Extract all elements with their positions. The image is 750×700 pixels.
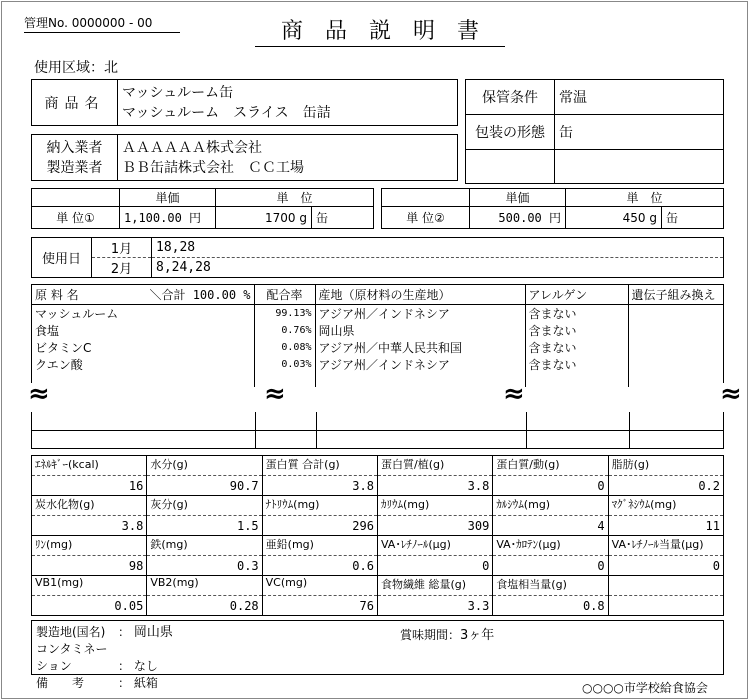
unit1-label: 単 位① (32, 207, 120, 229)
ratio-header: 配合率 (254, 285, 315, 304)
nutrient-value: 3.8 (32, 516, 147, 536)
ingredient-row: クエン酸 0.03% アジア州／インドネシア 含まない (32, 356, 723, 373)
nutrient-label: ﾏｸﾞﾈｼｳﾑ(mg) (608, 496, 723, 516)
nutrient-label: 蛋白質 合計(g) (262, 456, 377, 476)
packaging-label: 包装の形態 (466, 115, 555, 150)
nutrient-value: 4 (493, 516, 608, 536)
material-header: 原 料 名 (35, 287, 79, 302)
total-header: ＼合計 100.00 % (149, 287, 251, 302)
control-number: 管理No. 0000000 - 00 (24, 14, 180, 33)
unit2-qty: 450 g (566, 207, 662, 229)
usage-table (31, 237, 724, 278)
remarks-label: 備 考 (36, 676, 91, 690)
usage-days-2: 8,24,28 (152, 258, 724, 278)
nutrient-value: 0 (377, 556, 492, 576)
nutrient-label: 食物繊維 総量(g) (377, 576, 492, 596)
ingredient-row: マッシュルーム 99.13% アジア州／インドネシア 含まない (32, 304, 723, 322)
storage-table (465, 79, 724, 184)
unit1-unit: 缶 (312, 207, 374, 229)
unit2-unit: 缶 (662, 207, 724, 229)
wave-break-icon: ≈ (720, 379, 742, 409)
best-before (400, 624, 494, 643)
nutrient-value: 16 (32, 476, 147, 496)
nutrient-label: 炭水化物(g) (32, 496, 147, 516)
pricing-unit2: 単価 単 位 単 位② 500.00 円 450 g 缶 (381, 188, 724, 229)
unit2-label: 単 位② (382, 207, 470, 229)
nutrient-value: 3.8 (377, 476, 492, 496)
footer-info: 製造地(国名) ： 岡山県 コンタミネーション ： なし 備 考 ： 紙箱 (36, 625, 173, 690)
organization-name: ○○○○市学校給食協会 (582, 681, 708, 695)
nutrient-label: 脂肪(g) (608, 456, 723, 476)
unit1-price: 1,100.00 円 (120, 207, 216, 229)
ingredient-row: 食塩 0.76% 岡山県 含まない (32, 322, 723, 339)
usage-days-1: 18,28 (152, 238, 724, 258)
ingredients-table (32, 285, 723, 387)
nutrient-label: VB2(mg) (147, 576, 262, 596)
product-label: 商品名 (32, 80, 118, 126)
maker-label: 製造業者 (46, 159, 103, 176)
nutrient-value: 296 (262, 516, 377, 536)
nutrient-value: 0.3 (147, 556, 262, 576)
usage-month-2: 2月 (92, 258, 152, 278)
nutrient-value: 0 (608, 556, 723, 576)
pricing-unit1 (31, 188, 374, 229)
unit-header: 単 位 (216, 189, 374, 207)
nutrient-label (608, 576, 723, 596)
nutrient-value: 98 (32, 556, 147, 576)
usage-label: 使用日 (32, 238, 92, 278)
product-name-2: マッシュルーム スライス 缶詰 (122, 104, 331, 121)
nutrient-value (608, 596, 723, 616)
nutrient-label: 亜鉛(mg) (262, 536, 377, 556)
nutrient-value: 0.2 (608, 476, 723, 496)
packaging-value: 缶 (555, 115, 724, 150)
nutrition-table (31, 455, 724, 616)
best-before-label: 賞味期間： (400, 628, 461, 642)
best-before-value: 3ヶ年 (460, 628, 495, 643)
nutrient-value: 90.7 (147, 476, 262, 496)
maker-value: ＢＢ缶詰株式会社 ＣＣ工場 (122, 159, 304, 176)
delivery-value: ＡＡＡＡＡＡ株式会社 (122, 139, 262, 156)
nutrient-label: VA･ﾚﾁﾉｰﾙ(μg) (377, 536, 492, 556)
nutrient-value: 309 (377, 516, 492, 536)
origin-value: 岡山県 (133, 625, 173, 640)
nutrient-value: 11 (608, 516, 723, 536)
nutrient-value: 0.28 (147, 596, 262, 616)
nutrient-label: 鉄(mg) (147, 536, 262, 556)
wave-break-icon: ≈ (503, 379, 525, 409)
contamination-value: なし (133, 659, 158, 673)
nutrient-value: 0.8 (493, 596, 608, 616)
nutrient-value: 0 (493, 476, 608, 496)
usage-area: 使用区域：北 (34, 60, 118, 76)
nutrient-label: ﾘﾝ(mg) (32, 536, 147, 556)
product-table (31, 79, 458, 126)
wave-break-icon: ≈ (28, 379, 50, 409)
unit2-price: 500.00 円 (470, 207, 566, 229)
remarks-value: 紙箱 (133, 676, 158, 690)
nutrient-label: ｶﾙｼｳﾑ(mg) (493, 496, 608, 516)
contamination-label: コンタミネーション (36, 642, 108, 673)
gmo-header: 遺伝子組み換え (628, 285, 723, 304)
nutrient-label: 水分(g) (147, 456, 262, 476)
wave-break-icon: ≈ (264, 379, 286, 409)
ingredient-row: ビタミンC 0.08% アジア州／中華人民共和国 含まない (32, 339, 723, 356)
nutrient-label: 食塩相当量(g) (493, 576, 608, 596)
nutrient-label: VC(mg) (262, 576, 377, 596)
nutrient-value: 1.5 (147, 516, 262, 536)
usage-month-1: 1月 (92, 238, 152, 258)
nutrient-label: VA･ﾚﾁﾉｰﾙ当量(μg) (608, 536, 723, 556)
nutrient-label: VA･ｶﾛﾃﾝ(μg) (493, 536, 608, 556)
storage-value: 常温 (555, 80, 724, 115)
origin-header: 産地（原材料の生産地） (315, 285, 525, 304)
ingredients-continuation (31, 412, 724, 449)
nutrient-label: ｶﾘｳﾑ(mg) (377, 496, 492, 516)
page-title: 商品説明書 (255, 18, 505, 47)
nutrient-label: ﾅﾄﾘｳﾑ(mg) (262, 496, 377, 516)
delivery-label: 納入業者 (46, 139, 103, 156)
storage-label: 保管条件 (466, 80, 555, 115)
product-name-1: マッシュルーム缶 (122, 84, 234, 101)
nutrient-label: VB1(mg) (32, 576, 147, 596)
nutrient-value: 0 (493, 556, 608, 576)
unit1-qty: 1700 g (216, 207, 312, 229)
unit-price-header: 単価 (120, 189, 216, 207)
supplier-table (31, 134, 458, 181)
origin-label: 製造地(国名) (36, 625, 106, 639)
nutrient-label: 蛋白質/植(g) (377, 456, 492, 476)
nutrient-value: 3.8 (262, 476, 377, 496)
nutrient-value: 3.3 (377, 596, 492, 616)
nutrient-value: 0.05 (32, 596, 147, 616)
nutrient-label: 蛋白質/動(g) (493, 456, 608, 476)
nutrient-label: ｴﾈﾙｷﾞｰ(kcal) (32, 456, 147, 476)
nutrient-value: 0.6 (262, 556, 377, 576)
allergen-header: アレルゲン (525, 285, 628, 304)
nutrient-label: 灰分(g) (147, 496, 262, 516)
nutrient-value: 76 (262, 596, 377, 616)
